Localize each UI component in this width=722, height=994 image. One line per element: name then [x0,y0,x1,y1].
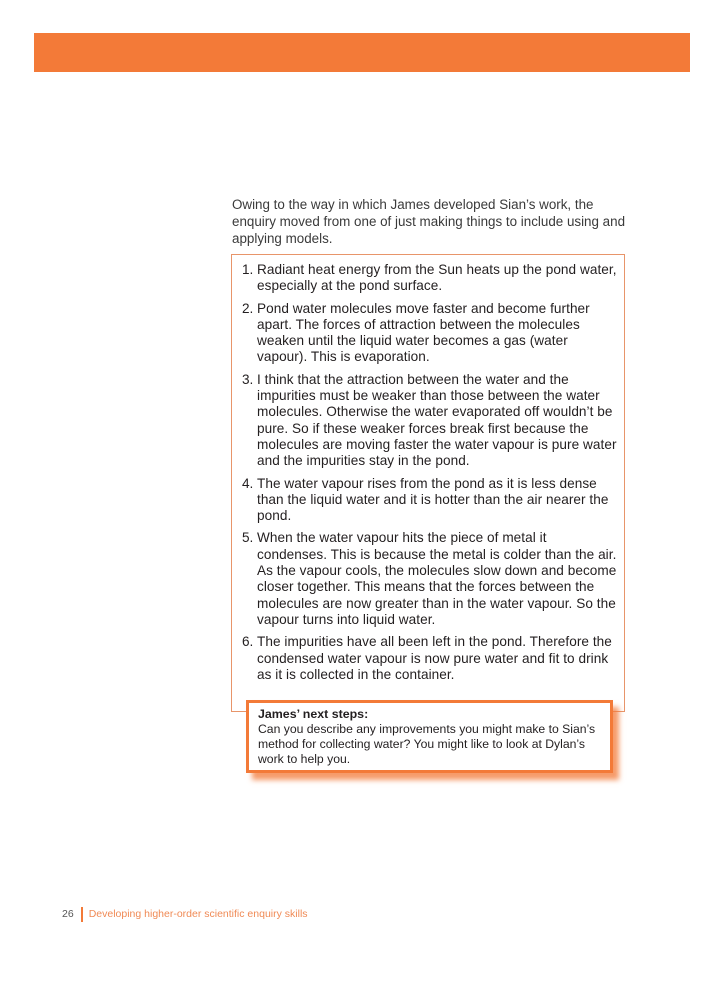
footer-divider [81,907,83,922]
callout-body: Can you describe any improvements you might make to Sian’s method for collecting water? You might like to look at Dylan’s work to help you. [258,722,596,767]
page-footer [62,906,308,922]
step-number: 6. [242,634,254,650]
step-item [242,301,620,366]
step-item [242,634,620,683]
step-text: The impurities have all been left in the pond. Therefore the condensed water vapour is now pure water and fit to drink as it is collected in the container. [257,634,612,682]
step-text: Radiant heat energy from the Sun heats up the pond water, especially at the pond surface. [257,262,617,294]
step-item [242,372,620,470]
student-explanation-box [231,254,625,712]
step-text: Pond water molecules move faster and become further apart. The forces of attraction between the molecules weaken until the liquid water becomes a gas (water vapour). This is evaporation. [257,300,590,365]
step-text: When the water vapour hits the piece of metal it condenses. This is because the metal is colder than the air. As the vapour cools, the molecules slow down and become closer together. This means that the forces between the molecules are now greater than in the water vapour. So the vapour turns into liquid water. [257,530,617,627]
next-steps-callout [246,700,613,773]
step-item [242,530,620,628]
step-number: 3. [242,371,254,387]
intro-paragraph: Owing to the way in which James developed Sian’s work, the enquiry moved from one of just making things to include using and applying models. [232,197,626,246]
step-item [242,476,620,525]
step-number: 4. [242,475,254,491]
page-number: 26 [62,908,74,920]
step-text: I think that the attraction between the water and the impurities must be weaker than those between the water molecules. Otherwise the water evaporated off wouldn’t be pure. So if these weaker forces break first because the molecules are moving faster the water vapour is pure water and the impurities stay in the pond. [257,371,617,469]
step-text: The water vapour rises from the pond as it is less dense than the liquid water and it is hotter than the air nearer the pond. [257,475,609,524]
footer-title: Developing higher-order scientific enquiry skills [88,908,308,920]
step-number: 2. [242,300,254,316]
steps-list [242,262,620,689]
step-number: 1. [242,262,254,277]
callout-title: James’ next steps: [258,707,369,721]
step-item [242,262,620,295]
header-bar [34,33,690,72]
step-number: 5. [242,530,254,546]
